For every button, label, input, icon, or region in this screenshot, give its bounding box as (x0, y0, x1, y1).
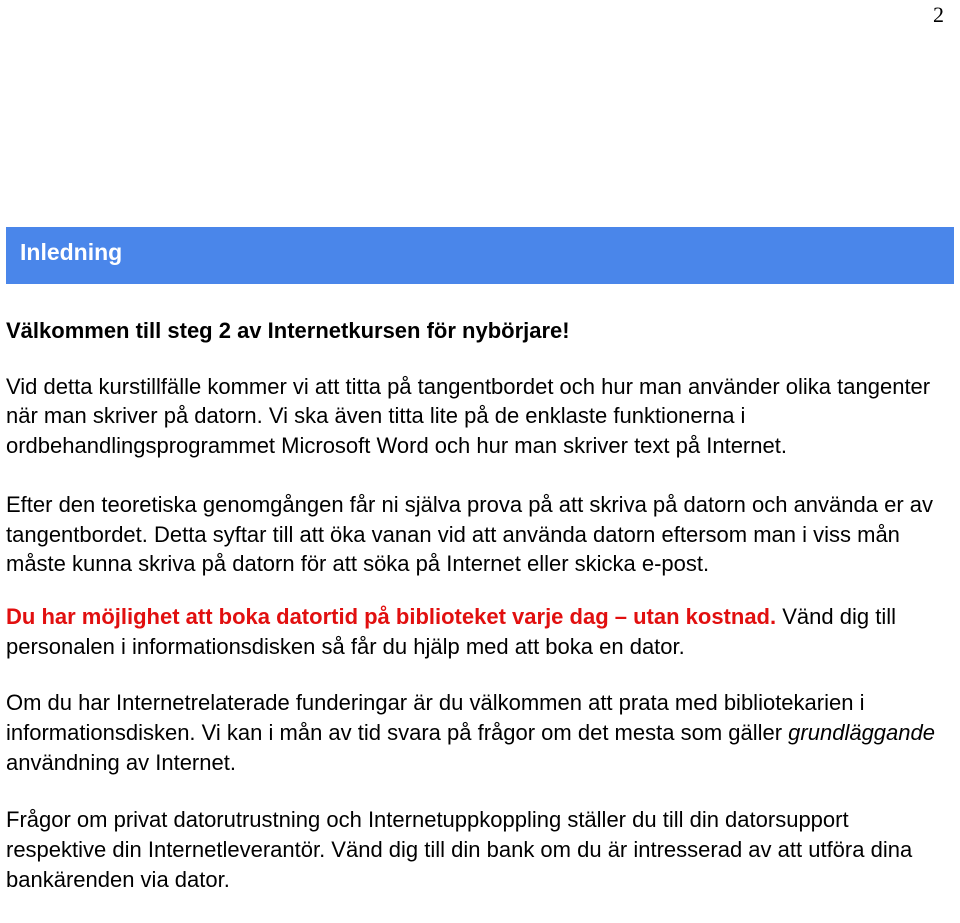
paragraph-practice: Efter den teoretiska genomgången får ni själva prova på att skriva på datorn och använda er av tangentbordet. Detta syftar till att öka vanan vid att använda datorn eftersom man i viss mån måste kunna skriva på datorn för att söka på Internet eller skicka e-post. (6, 491, 934, 577)
section-title: Inledning (20, 239, 123, 265)
paragraph-intro: Vid detta kurstillfälle kommer vi att titta på tangentbordet och hur man använder olika tangenter när man skriver på datorn. Vi ska även titta lite på de enklaste funktionerna i ordbehandlingsprogrammet Microsoft Word och hur man skriver text på Internet. (6, 373, 931, 459)
paragraph-questions (6, 688, 954, 777)
questions-emphasis: grundläggande (788, 720, 935, 746)
booking-highlight: Du har möjlighet att boka datortid på biblioteket varje dag – utan kostnad (6, 603, 770, 629)
paragraph-booking (6, 602, 954, 661)
questions-text-end: användning av Internet. (6, 749, 236, 775)
page-content (6, 316, 954, 895)
section-banner (6, 227, 954, 284)
welcome-heading: Välkommen till steg 2 av Internetkursen för nybörjare! (6, 318, 570, 343)
page-number: 2 (933, 2, 944, 27)
booking-highlight-end: . (770, 603, 777, 629)
paragraph-support: Frågor om privat datorutrustning och Internetuppkoppling ställer du till din datorsupport respektive din Internetleverantör. Vänd dig till din bank om du är intresserad av att utföra dina bankärenden via dator. (6, 807, 913, 892)
booking-instructions: Vänd dig till personalen i informationsdisken så får du hjälp med att boka en dator. (6, 603, 896, 659)
questions-text-start: Om du har Internetrelaterade funderingar är du välkommen att prata med bibliotekarien i informationsdisken. Vi kan i mån av tid svara på frågor om det mesta som gäller (6, 690, 865, 746)
